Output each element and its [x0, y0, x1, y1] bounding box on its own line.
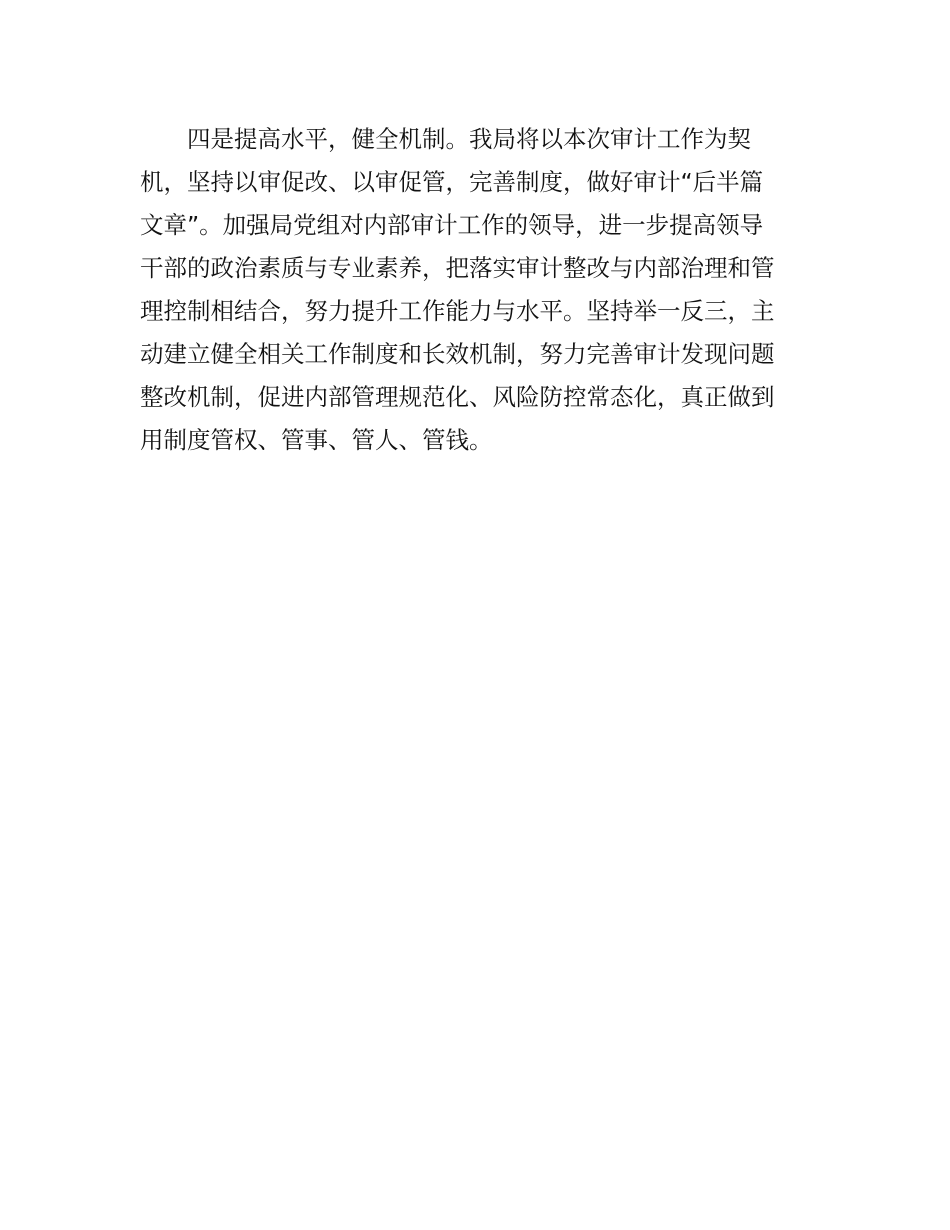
paragraph-line: 动建立健全相关工作制度和长效机制，努力完善审计发现问题 [140, 340, 775, 368]
paragraph-line: 文章”。加强局党组对内部审计工作的领导，进一步提高领导 [140, 211, 764, 239]
paragraph-line: 整改机制，促进内部管理规范化、风险防控常态化，真正做到 [140, 383, 775, 411]
paragraph-line: 四是提高水平，健全机制。我局将以本次审计工作为契 [187, 125, 751, 153]
paragraph-line: 理控制相结合，努力提升工作能力与水平。坚持举一反三，主 [140, 297, 775, 325]
paragraph-line: 干部的政治素质与专业素养，把落实审计整改与内部治理和管 [140, 254, 775, 282]
paragraph-line: 用制度管权、管事、管人、管钱。 [140, 426, 493, 454]
paragraph-line: 机，坚持以审促改、以审促管，完善制度，做好审计“后半篇 [140, 168, 764, 196]
body-paragraph [140, 118, 820, 462]
